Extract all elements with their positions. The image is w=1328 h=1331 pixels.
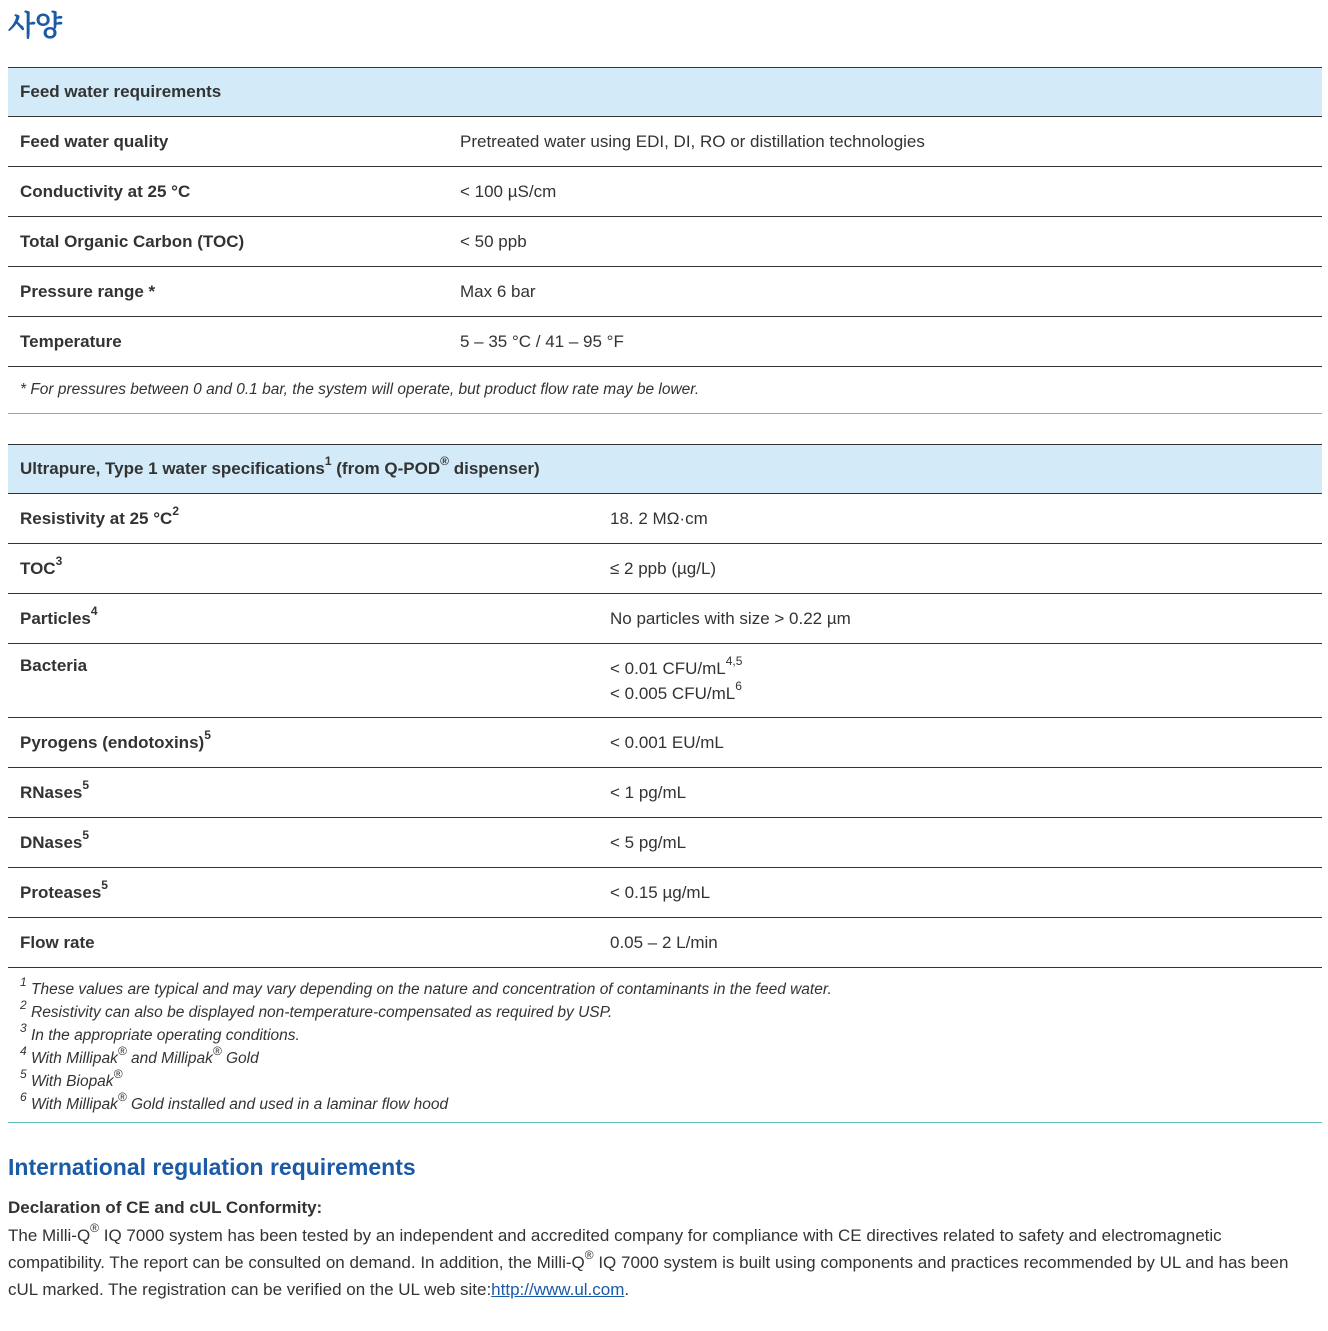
superscript: ® xyxy=(212,1043,222,1058)
footnote xyxy=(20,974,1310,1001)
value-line xyxy=(610,681,1310,706)
superscript: 5 xyxy=(82,777,90,792)
text-run: < 0.15 µg/mL xyxy=(610,882,711,902)
row-label: Pressure range * xyxy=(8,267,448,317)
table-row xyxy=(8,918,1322,968)
value-line xyxy=(610,933,1310,953)
superscript: 4 xyxy=(20,1043,27,1058)
row-label: Feed water quality xyxy=(8,117,448,167)
row-label xyxy=(8,544,598,594)
row-value xyxy=(598,718,1322,768)
row-value xyxy=(598,868,1322,918)
text-run: Resistivity at 25 °C xyxy=(20,508,173,528)
table-row xyxy=(8,317,1322,367)
value-line xyxy=(610,559,1310,579)
table-row xyxy=(8,494,1322,544)
row-label: Total Organic Carbon (TOC) xyxy=(8,217,448,267)
superscript: 4 xyxy=(90,603,98,618)
table-row xyxy=(8,217,1322,267)
spacer xyxy=(8,414,1322,444)
row-label: Temperature xyxy=(8,317,448,367)
text-run: dispenser) xyxy=(448,459,540,478)
row-value: 5 – 35 °C / 41 – 95 °F xyxy=(448,317,1322,367)
ul-link[interactable]: http://www.ul.com xyxy=(491,1280,625,1299)
text-run: 18. 2 MΩ·cm xyxy=(610,508,708,528)
text-run: In the appropriate operating conditions. xyxy=(26,1027,300,1044)
superscript: 6 xyxy=(20,1089,27,1104)
row-value xyxy=(598,644,1322,718)
superscript: 4,5 xyxy=(725,654,743,669)
ultrapure-header-row xyxy=(8,445,1322,494)
row-label xyxy=(8,494,598,544)
feed-water-header-row xyxy=(8,68,1322,117)
feed-water-note: * For pressures between 0 and 0.1 bar, the system will operate, but product flow rate may be lower. xyxy=(8,367,1322,414)
ultrapure-table xyxy=(8,444,1322,968)
text-run: < 1 pg/mL xyxy=(610,782,687,802)
text-run: Bacteria xyxy=(20,656,88,675)
page-title: 사양 xyxy=(8,10,63,41)
text-run: The Milli-Q xyxy=(8,1226,91,1245)
regulation-subhead: Declaration of CE and cUL Conformity: xyxy=(8,1198,323,1217)
superscript: 3 xyxy=(20,1020,27,1035)
regulation-title: International regulation requirements xyxy=(8,1154,416,1180)
value-line xyxy=(610,833,1310,853)
value-line xyxy=(610,883,1310,903)
superscript: 5 xyxy=(20,1066,27,1081)
text-run: Resistivity can also be displayed non-temperature-compensated as required by USP. xyxy=(26,1004,613,1021)
value-line xyxy=(610,733,1310,753)
row-label xyxy=(8,718,598,768)
text-run: No particles with size > 0.22 µm xyxy=(610,608,851,628)
row-value xyxy=(598,918,1322,968)
value-line xyxy=(610,609,1310,629)
row-label xyxy=(8,918,598,968)
row-value: < 100 µS/cm xyxy=(448,167,1322,217)
text-run: Proteases xyxy=(20,882,102,902)
table-row xyxy=(8,117,1322,167)
value-line xyxy=(610,656,1310,681)
row-value: < 50 ppb xyxy=(448,217,1322,267)
row-value xyxy=(598,768,1322,818)
feed-water-table xyxy=(8,67,1322,367)
text-run: RNases xyxy=(20,782,83,802)
table-row xyxy=(8,768,1322,818)
text-run: DNases xyxy=(20,832,83,852)
superscript: 1 xyxy=(20,974,27,989)
text-run: < 0.001 EU/mL xyxy=(610,732,724,752)
text-run: ≤ 2 ppb (µg/L) xyxy=(610,558,717,578)
superscript: 1 xyxy=(324,454,332,469)
table-row xyxy=(8,818,1322,868)
text-run: Ultrapure, Type 1 water specifications xyxy=(20,459,325,478)
row-value xyxy=(598,818,1322,868)
text-run: With Millipak xyxy=(26,1096,118,1113)
ultrapure-footnotes xyxy=(8,968,1322,1123)
table-row xyxy=(8,868,1322,918)
superscript: 5 xyxy=(101,877,108,892)
footnote xyxy=(20,1089,1310,1116)
row-label xyxy=(8,868,598,918)
text-run: < 5 pg/mL xyxy=(610,832,687,852)
text-run: IQ 7000 system has been tested by an independent and accredited company for compliance with CE directives related to safety and electromagnetic compatibility. The report can be consulted on demand. In addition, the Milli-Q xyxy=(8,1226,1222,1272)
text-run: Flow rate xyxy=(20,932,95,952)
superscript: 3 xyxy=(55,553,63,568)
value-line xyxy=(610,783,1310,803)
text-run: and Millipak xyxy=(126,1050,213,1067)
text-run: < 0.01 CFU/mL xyxy=(610,659,726,678)
row-label xyxy=(8,644,598,718)
text-run: Particles xyxy=(20,608,91,628)
superscript: ® xyxy=(113,1066,123,1081)
table-row xyxy=(8,267,1322,317)
row-value: Pretreated water using EDI, DI, RO or distillation technologies xyxy=(448,117,1322,167)
table-row xyxy=(8,644,1322,718)
feed-water-header: Feed water requirements xyxy=(8,68,1322,117)
text-run: 0.05 – 2 L/min xyxy=(610,932,718,952)
value-line xyxy=(610,509,1310,529)
text-run: IQ 7000 system is built using components and practices recommended by UL and has been cUL marked. The registration can be verified on the UL web site: xyxy=(8,1253,1289,1299)
footnote xyxy=(20,1043,1310,1070)
superscript: 6 xyxy=(735,679,742,694)
row-label xyxy=(8,594,598,644)
superscript: 5 xyxy=(204,727,211,742)
text-run: These values are typical and may vary depending on the nature and concentration of contaminants in the feed water. xyxy=(26,981,832,998)
text-run: . xyxy=(624,1280,630,1299)
table-row xyxy=(8,544,1322,594)
superscript: 2 xyxy=(172,503,179,518)
text-run: (from Q-POD xyxy=(331,459,441,478)
superscript: ® xyxy=(584,1248,594,1263)
text-run: With Millipak xyxy=(26,1050,118,1067)
row-value xyxy=(598,544,1322,594)
superscript: 5 xyxy=(82,827,90,842)
superscript: ® xyxy=(117,1089,127,1104)
superscript: ® xyxy=(90,1221,100,1236)
footnote xyxy=(20,997,1310,1024)
superscript: ® xyxy=(117,1043,127,1058)
table-row xyxy=(8,594,1322,644)
text-run: < 0.005 CFU/mL xyxy=(610,684,736,703)
text-run: With Biopak xyxy=(26,1073,114,1090)
superscript: ® xyxy=(440,454,449,469)
text-run: Pyrogens (endotoxins) xyxy=(20,732,205,752)
row-value xyxy=(598,594,1322,644)
row-label xyxy=(8,768,598,818)
table-row xyxy=(8,167,1322,217)
row-value xyxy=(598,494,1322,544)
text-run: Gold installed and used in a laminar flow hood xyxy=(126,1096,449,1113)
table-row xyxy=(8,718,1322,768)
row-value: Max 6 bar xyxy=(448,267,1322,317)
superscript: 2 xyxy=(20,997,27,1012)
footnote xyxy=(20,1066,1310,1093)
text-run: TOC xyxy=(20,558,56,578)
text-run: Gold xyxy=(221,1050,259,1067)
row-label xyxy=(8,818,598,868)
ultrapure-header xyxy=(8,445,1322,494)
regulation-paragraph xyxy=(8,1222,1322,1303)
row-label: Conductivity at 25 °C xyxy=(8,167,448,217)
